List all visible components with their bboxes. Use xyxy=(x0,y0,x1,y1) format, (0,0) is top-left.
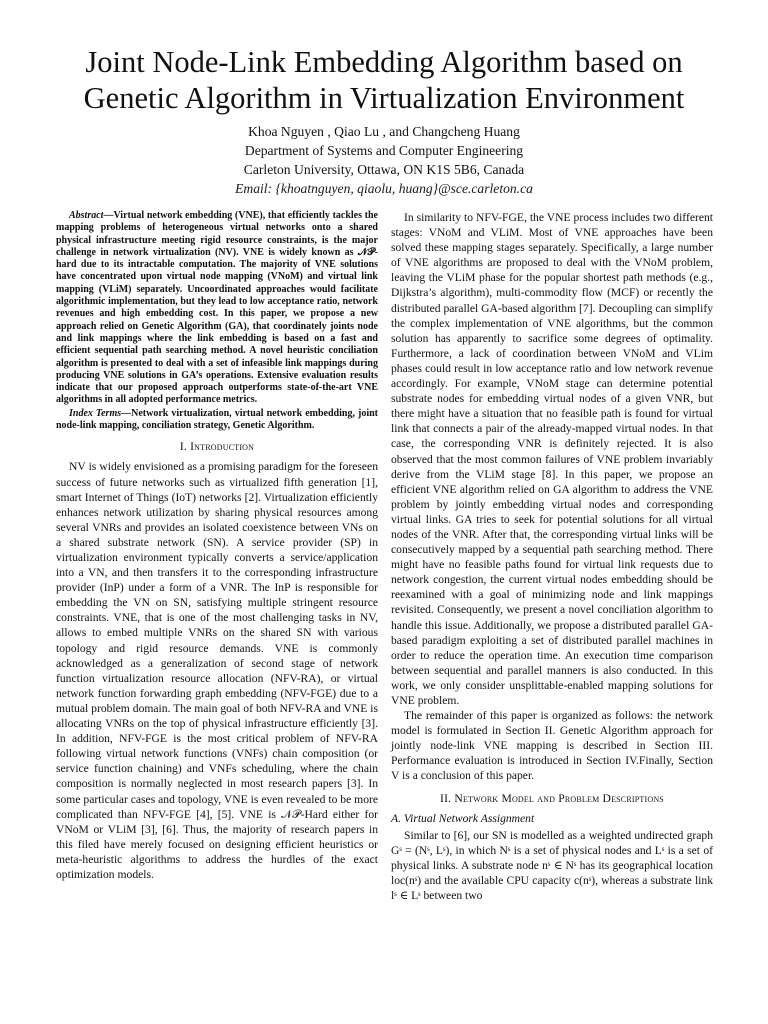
abstract-label: Abstract xyxy=(69,210,104,221)
index-terms xyxy=(56,408,378,433)
title-line-1: Joint Node-Link Embedding Algorithm based on xyxy=(85,45,683,79)
title-line-2: Genetic Algorithm in Virtualization Environment xyxy=(83,81,685,115)
author-email: Email: {khoatnguyen, qiaolu, huang}@sce.carleton.ca xyxy=(235,181,533,196)
intro-paragraph-2: In similarity to NFV-FGE, the VNE process includes two different stages: VNoM and VLiM. Most of VNE approaches have been solved these mapping stages separately. Specifically, a large number of VNE algorithms are proposed to deal with the VNoM problem, leaving the VLiM phase for the popular shortest path methods (e.g., Dijkstra’s algorithm), multi-commodity flow (MCF) or recently the distributed parallel GA-based algorithm [7]. Decoupling can simplify the complex implementation of VNE algorithms, but the common solution has apparently to sacrifice some degrees of optimality. Furthermore, a lack of coordination between VNoM and VLim phases could result in low acceptance ratio and low network revenue accordingly. For example, VNoM stage can determine potential substrate nodes for embedding virtual nodes of a given VNR, but there might have a situation that no feasible path is found for virtual link that connects a pair of the already-mapped virtual nodes. In that case, the corresponding VNR is definitely rejected. It is also observed that the most common failures of VNE problem invariably derive from the VLiM stage [8]. In this paper, we propose an efficient VNE algorithm relied on GA algorithm to address the VNE problem by jointly embedding virtual nodes and corresponding virtual links. GA tries to seek for potential solutions for all virtual nodes of the VNR. After that, the corresponding virtual links will be consecutively mapped by a sequential path searching method. There might have no feasible paths found for virtual link requests due to network congestion, the current virtual nodes embedding should be reexamined with a goal of minimizing node and link mappings revisited. Consequently, we present a novel conciliation algorithm to handle this issue. Additionally, we propose a distributed parallel GA-based paradigm exploiting a set of distributed parallel machines in order to reduce the operation time. An execution time comparison between sequential and parallel manners is also conducted. In this work, we only consider unsplittable-enabled mapping solutions for VNE problem. xyxy=(391,211,713,707)
left-column xyxy=(56,210,378,882)
intro-paragraph-3: The remainder of this paper is organized as follows: the network model is formulated in Section II. Genetic Algorithm approach for jointly node-link VNE mapping is described in Section III. Performance evaluation is introduced in Section IV.Finally, Section V is a conclusion of this paper. xyxy=(391,709,713,783)
intro-paragraph-1: NV is widely envisioned as a promising paradigm for the foreseen success of future networks such as virtualized fifth generation [1], smart Internet of Things (IoT) networks [2]. Virtualization efficiently enhances network utilization by sharing physical resources among several VNRs and provides an isolated coexistence between VNs on a shared substrate network (SN). A service provider (SP) in virtualization environment typically converts a service/application into a VN, and then transfers it to the corresponding infrastructure provider (InP) under a form of a VNR. The InP is responsible for embedding the VN on SN, satisfying multiple stringent resource constraints. VNE, that is one of the most challenging tasks in NV, allows to embed multiple VNRs on the shared SN with various topology and rigid resource demands. VNE is commonly acknowledged as a generalization of second stage of network function virtualization resource allocation (NFV-RA), or virtual network function forwarding graph embedding (NFV-FGE) due to a mutual problem domain. The main goal of both NFV-RA and VNE is allocating VNRs on the top of physical infrastructure efficiently [3]. In addition, NFV-FGE is the most critical problem of NFV-RA following virtual network functions (VNFs) chain composition (or service function chaining) and VNFs scheduling, where the chain composition is normally neglected in most research papers [3]. In some particular cases and topology, VNE is even revealed to be more complicated than NFV-FGE [4], [5]. VNE is 𝒩𝒫-Hard either for VNoM or VLiM [3], [6]. Thus, the majority of research papers in this filed have merely focused on designing efficient heuristics or meta-heuristic algorithms to address the hurdles of the exact optimization models. xyxy=(56,460,378,881)
paper-title xyxy=(40,44,728,116)
abstract xyxy=(56,210,378,407)
author-university: Carleton University, Ottawa, ON K1S 5B6, Canada xyxy=(243,162,525,177)
author-block xyxy=(100,122,668,198)
index-terms-label: Index Terms xyxy=(69,407,122,419)
subsection-heading-virtual-network: A. Virtual Network Assignment xyxy=(391,811,535,825)
right-column xyxy=(391,210,713,903)
network-model-paragraph-1: Similar to [6], our SN is modelled as a weighted undirected graph Gˢ = (Nˢ, Lˢ), in which Nˢ is a set of physical nodes and Lˢ is a set of physical links. A substrate node nˢ ∈ Nˢ has its geographical location loc(nˢ) and the available CPU capacity c(nˢ), whereas a substrate link lˢ ∈ Lˢ between two xyxy=(391,828,713,903)
author-names: Khoa Nguyen , Qiao Lu , and Changcheng Huang xyxy=(248,124,520,139)
abstract-text: —Virtual network embedding (VNE), that efficiently tackles the mapping problems of heterogeneous virtual networks onto a shared physical infrastructure meeting rigid resource constraints, is the major challenge in network virtualization (NV). VNE is widely known as 𝒩𝒫-hard due to its intractable computation. The majority of VNE solutions have concentrated upon virtual node mapping (VNoM) and virtual link mapping (VLiM) separately. Uncoordinated approaches would facilitate algorithmic implementation, but they lead to low acceptance ratio, network revenues and high embedding cost. In this paper, we propose a new approach relied on Genetic Algorithm (GA), that coordinately joints node and link mappings where the link embedding is based on a fast and efficient sequential path searching method. A novel heuristic conciliation algorithm is presented to deal with a set of infeasible link mappings during producing VNE solutions in GA’s operations. Extensive evaluation results indicate that our proposed approach outperforms state-of-the-art VNE algorithms in all adopted performance metrics. xyxy=(56,210,378,406)
section-heading-introduction: I. Introduction xyxy=(179,440,255,454)
author-department: Department of Systems and Computer Engineering xyxy=(244,143,524,158)
section-heading-network-model: II. Network Model and Problem Descriptions xyxy=(440,791,664,805)
index-terms-text: —Network virtualization, virtual network embedding, joint node-link mapping, conciliation strategy, Genetic Algorithm. xyxy=(56,407,378,432)
